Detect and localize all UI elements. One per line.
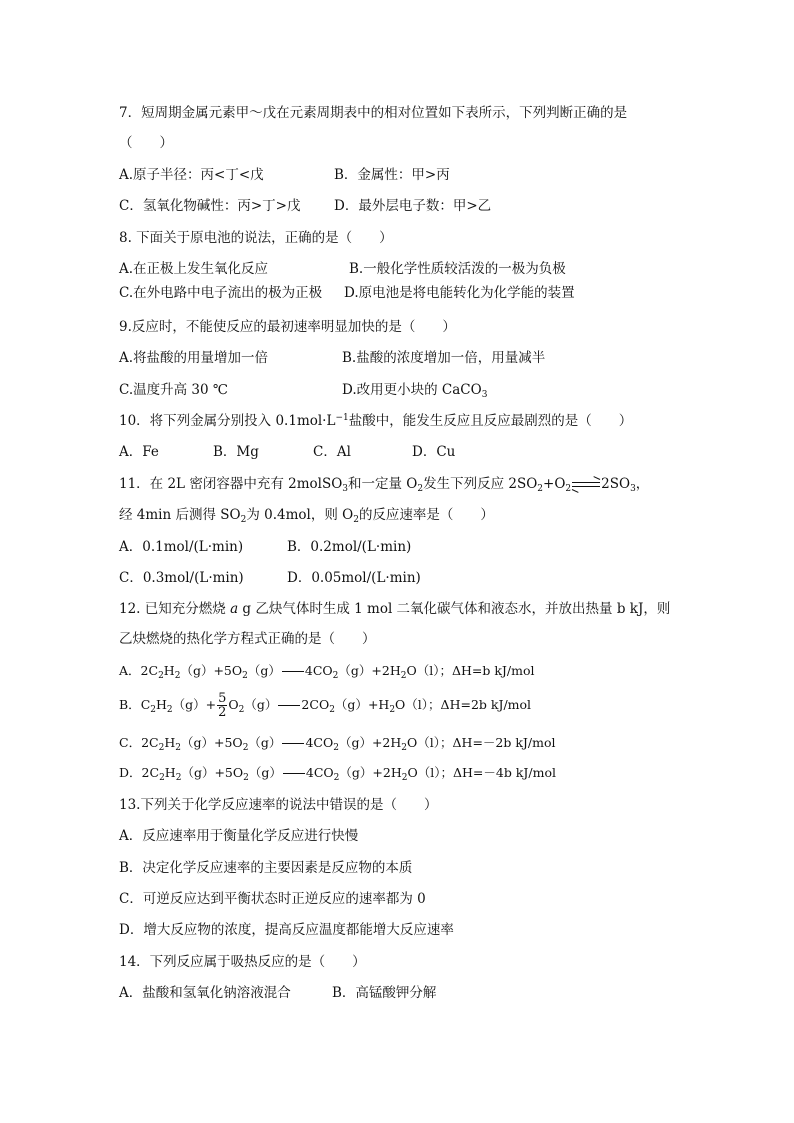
q12-option-a: A．$2C_2H_2(g)+5O_2(g)$ $4CO_2(g)+2H_2O(l)$；ΔH=b kJ/mol (119, 663, 535, 681)
q14-stem: 14．下列反应属于吸热反应的是（ ） (119, 954, 366, 970)
q9-option-b: B.盐酸的浓度增加一倍，用量减半 (342, 350, 546, 366)
fraction-five-halves: $\frac{5}{2}$ (218, 691, 227, 720)
q8-option-c: C.在外电路中电子流出的极为正极 (119, 285, 323, 301)
q7-option-a: A.原子半径：丙<丁<戊 (119, 167, 264, 183)
q9-option-c: C.温度升高 30 ℃ (119, 382, 229, 398)
q7-stem: 7．短周期金属元素甲～戊在元素周期表中的相对位置如下表所示，下列判断正确的是 (119, 105, 628, 121)
q12-stem-line2: 乙炔燃烧的热化学方程式正确的是（ ） (119, 631, 376, 647)
q7-option-b: B．金属性：甲>丙 (334, 167, 450, 183)
q13-option-c: C．可逆反应达到平衡状态时正逆反应的速率都为 0 (119, 891, 426, 907)
q10-option-d: D．Cu (412, 444, 456, 460)
equals-line-icon (282, 671, 304, 672)
q8-option-a: A.在正极上发生氧化反应 (119, 261, 269, 277)
q10-stem: 10．将下列金属分别投入 $0.1mol\cdot L^{-1}$盐酸中，能发生反应且反应最剧烈的是（ ） (119, 413, 633, 429)
q11-option-a: A．0.1mol/(L·min) (119, 539, 244, 555)
q14-option-a: A．盐酸和氢氧化钠溶液混合 (119, 985, 291, 1001)
q9-option-d: D.改用更小块的 CaCO$_3$ (342, 382, 488, 400)
q13-option-d: D．增大反应物的浓度，提高反应温度都能增大反应速率 (119, 922, 454, 938)
q7-option-d: D．最外层电子数：甲>乙 (334, 198, 492, 214)
q7-answer-blank: （ ） (119, 135, 173, 151)
equals-line-icon (282, 743, 304, 744)
q10-option-b: B．Mg (213, 444, 259, 460)
q11-option-b: B．0.2mol/(L·min) (287, 539, 412, 555)
q13-stem: 13.下列关于化学反应速率的说法中错误的是（ ） (119, 797, 438, 813)
equals-line-icon (278, 705, 300, 706)
equilibrium-arrow-icon (572, 480, 600, 490)
q13-option-a: A．反应速率用于衡量化学反应进行快慢 (119, 828, 359, 844)
q11-stem-line1: 11．在 2L 密闭容器中充有 2molSO$_3$和一定量 $O_2$发生下列反应 $2SO_2+O_2$ $2SO_3$， (119, 476, 650, 494)
q14-option-b: B．高锰酸钾分解 (332, 985, 437, 1001)
q12-stem-line1: 12. 已知充分燃烧 a g 乙炔气体时生成 1 mol 二氧化碳气体和液态水，并放出热量 b kJ，则 (119, 601, 671, 617)
q11-option-c: C．0.3mol/(L·min) (119, 570, 244, 586)
q9-option-a: A.将盐酸的用量增加一倍 (119, 350, 269, 366)
q8-option-d: D.原电池是将电能转化为化学能的装置 (344, 285, 575, 301)
q8-stem: 8. 下面关于原电池的说法，正确的是（ ） (119, 230, 393, 246)
q11-option-d: D．0.05mol/(L·min) (287, 570, 421, 586)
q11-stem-line2: 经 4min 后测得 $SO_2$为 0.4mol，则 $O_2$的反应速率是（ ） (119, 507, 494, 525)
q10-option-c: C．Al (313, 444, 351, 460)
q12-option-d: D．$2C_2H_2(g)+5O_2(g)$ $4CO_2(g)+2H_2O(l)$；ΔH=－4b kJ/mol (119, 765, 556, 783)
q7-option-c: C．氢氧化物碱性：丙>丁>戊 (119, 198, 301, 214)
q8-option-b: B.一般化学性质较活泼的一极为负极 (349, 261, 566, 277)
q10-option-a: A．Fe (119, 444, 159, 460)
q12-option-c: C．$2C_2H_2(g)+5O_2(g)$ $4CO_2(g)+2H_2O(l)$；ΔH=－2b kJ/mol (119, 735, 556, 753)
equals-line-icon (283, 773, 305, 774)
q13-option-b: B．决定化学反应速率的主要因素是反应物的本质 (119, 860, 413, 876)
q12-option-b: B．$C_2H_2(g)+$ $\frac{5}{2}$ $O_2(g)$ $2CO_2(g)+H_2O(l)$；ΔH=2b kJ/mol (119, 691, 532, 720)
q9-stem: 9.反应时，不能使反应的最初速率明显加快的是（ ） (119, 319, 456, 335)
